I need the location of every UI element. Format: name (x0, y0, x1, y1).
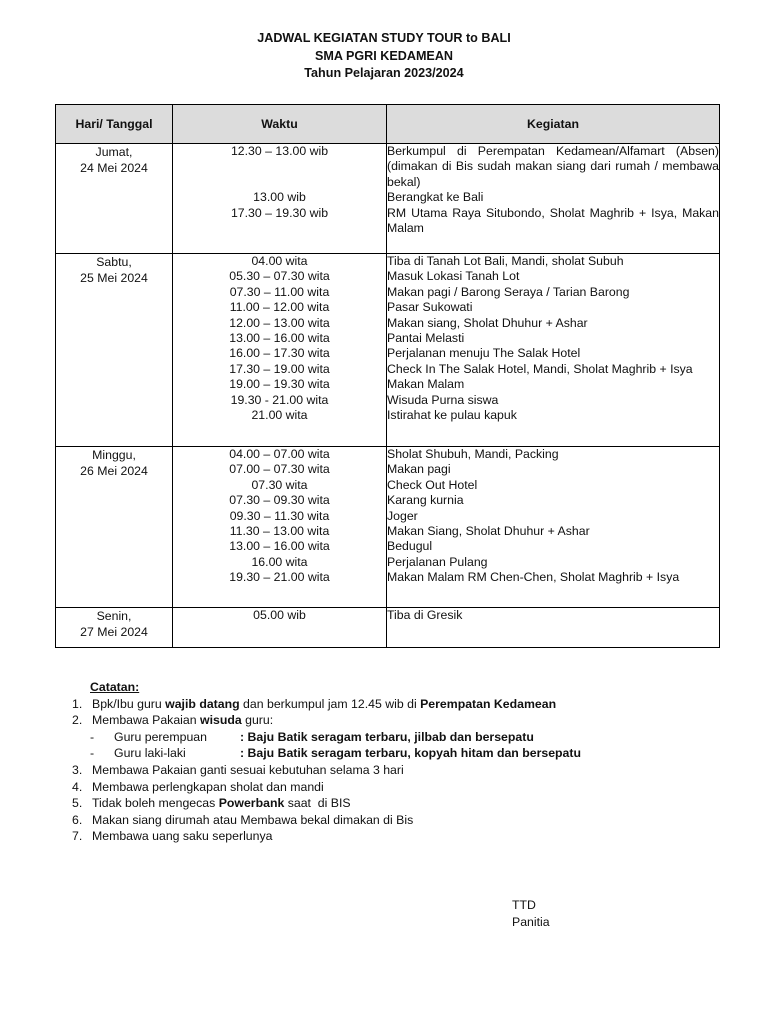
day-cell (56, 447, 173, 608)
sub-item (72, 745, 712, 762)
table-row (56, 447, 720, 608)
time-cell (173, 144, 387, 254)
activity-cell (387, 608, 720, 648)
note-text: Bpk/Ibu guru (92, 696, 166, 711)
activity-entry: Tiba di Tanah Lot Bali, Mandi, sholat Subuh (387, 254, 624, 268)
signature-committee: Panitia (512, 915, 550, 929)
note-text: saat di BIS (284, 796, 351, 811)
time-entry: 17.30 – 19.30 wib (230, 205, 329, 220)
document-header (0, 30, 768, 83)
note-text: Membawa perlengkapan sholat dan mandi (92, 779, 324, 794)
sub-label: Guru perempuan (114, 729, 207, 744)
time-entry: 07.30 wita (251, 477, 308, 492)
activity-entry: Pasar Sukowati (387, 300, 473, 315)
activity-entry: RM Utama Raya Situbondo, Sholat Maghrib + Isya, Makan Malam (387, 205, 719, 236)
dash-bullet: - (90, 729, 95, 744)
activity-entry: Check Out Hotel (387, 477, 478, 492)
col-header-time: Waktu (173, 105, 387, 144)
list-item (72, 762, 712, 779)
activity-entry: Tiba di Gresik (387, 608, 463, 622)
list-item (72, 828, 712, 845)
item-number: 7. (72, 829, 83, 844)
time-entry: 12.30 – 13.00 wib (230, 144, 329, 158)
day-date: 26 Mei 2024 (80, 464, 148, 478)
activity-entry: Istirahat ke pulau kapuk (387, 407, 517, 422)
time-entry: 13.00 – 16.00 wita (229, 539, 330, 554)
time-entry: 13.00 – 16.00 wita (229, 330, 330, 345)
notes-title: Catatan: (90, 680, 140, 694)
signature-block (512, 897, 550, 931)
activity-entry: Karang kurnia (387, 493, 464, 508)
col-header-day: Hari/ Tanggal (56, 105, 173, 144)
sub-value: : Baju Batik seragam terbaru, kopyah hitam dan bersepatu (240, 746, 581, 761)
table-row (56, 144, 720, 254)
activity-entry: Sholat Shubuh, Mandi, Packing (387, 447, 559, 461)
activity-entry: Berkumpul di Perempatan Kedamean/Alfamart (Absen) (dimakan di Bis sudah makan siang dari rumah / membawa bekal) (387, 144, 719, 189)
time-entry: 09.30 – 11.30 wita (229, 508, 330, 523)
table-row (56, 608, 720, 648)
activity-entry: Makan pagi (387, 462, 451, 477)
item-number: 6. (72, 812, 83, 827)
day-date: 25 Mei 2024 (80, 271, 148, 285)
list-item (72, 812, 712, 829)
day-cell (56, 254, 173, 447)
time-entry: 11.30 – 13.00 wita (229, 523, 330, 538)
notes-section (72, 679, 712, 845)
day-date: 24 Mei 2024 (80, 161, 148, 175)
note-bold: wisuda (200, 713, 242, 728)
time-entry: 11.00 – 12.00 wita (229, 300, 330, 315)
time-entry: 16.00 – 17.30 wita (229, 346, 330, 361)
time-cell (173, 608, 387, 648)
school-name: SMA PGRI KEDAMEAN (314, 48, 454, 63)
day-cell (56, 144, 173, 254)
activity-entry: Makan Siang, Sholat Dhuhur + Ashar (387, 523, 590, 538)
time-entry: 07.30 – 09.30 wita (229, 493, 330, 508)
activity-entry: Wisuda Purna siswa (387, 392, 499, 407)
item-number: 3. (72, 762, 83, 777)
time-cell (173, 447, 387, 608)
note-bold: Perempatan Kedamean (420, 696, 557, 711)
time-entry: 12.00 – 13.00 wita (229, 315, 330, 330)
item-number: 1. (72, 696, 83, 711)
day-cell (56, 608, 173, 648)
sub-value: : Baju Batik seragam terbaru, jilbab dan bersepatu (240, 729, 534, 744)
time-entry: 13.00 wib (253, 190, 306, 205)
activity-entry: Berangkat ke Bali (387, 190, 484, 205)
table-header-row (56, 105, 720, 144)
activity-entry: Masuk Lokasi Tanah Lot (387, 269, 520, 284)
activity-entry: Bedugul (387, 539, 433, 554)
sub-label: Guru laki-laki (114, 746, 186, 761)
activity-entry: Makan pagi / Barong Seraya / Tarian Barong (387, 284, 630, 299)
day-name: Minggu, (92, 448, 136, 462)
schedule-table (55, 104, 720, 648)
note-text: Makan siang dirumah atau Membawa bekal dimakan di Bis (92, 812, 414, 827)
day-date: 27 Mei 2024 (80, 625, 148, 639)
activity-entry: Makan siang, Sholat Dhuhur + Ashar (387, 315, 588, 330)
time-entry: 04.00 wita (251, 254, 308, 268)
activity-entry: Joger (387, 508, 418, 523)
activity-entry: Makan Malam (387, 377, 465, 392)
note-bold: wajib datang (165, 696, 240, 711)
time-entry: 07.00 – 07.30 wita (229, 462, 330, 477)
note-text: Membawa Pakaian ganti sesuai kebutuhan selama 3 hari (92, 762, 404, 777)
time-entry: 17.30 – 19.00 wita (229, 361, 330, 376)
activity-entry: Perjalanan Pulang (387, 554, 488, 569)
day-name: Senin, (96, 609, 132, 623)
time-entry: 16.00 wita (251, 554, 308, 569)
time-entry: 19.30 – 21.00 wita (229, 570, 330, 585)
item-number: 2. (72, 713, 83, 728)
activity-entry: Check In The Salak Hotel, Mandi, Sholat Maghrib + Isya (387, 361, 693, 376)
sub-item (72, 729, 712, 746)
academic-year: Tahun Pelajaran 2023/2024 (304, 66, 464, 80)
time-entry: 05.00 wib (253, 608, 306, 622)
time-entry: 04.00 – 07.00 wita (229, 447, 330, 461)
time-entry: 19.00 – 19.30 wita (229, 377, 330, 392)
notes-list (72, 696, 712, 845)
note-text: guru: (241, 713, 274, 728)
time-entry: 07.30 – 11.00 wita (229, 284, 330, 299)
activity-cell (387, 447, 720, 608)
list-item (72, 779, 712, 796)
activity-entry: Pantai Melasti (387, 330, 465, 345)
time-entry: 05.30 – 07.30 wita (229, 269, 330, 284)
note-text: Tidak boleh mengecas (92, 796, 219, 811)
note-text: Membawa uang saku seperlunya (92, 829, 273, 844)
table-row (56, 254, 720, 447)
activity-cell (387, 254, 720, 447)
list-item (72, 712, 712, 729)
activity-entry: Makan Malam RM Chen-Chen, Sholat Maghrib + Isya (387, 570, 680, 585)
activity-cell (387, 144, 720, 254)
list-item (72, 795, 712, 812)
time-cell (173, 254, 387, 447)
day-name: Jumat, (95, 145, 133, 159)
note-text: Membawa Pakaian (92, 713, 200, 728)
signature-ttd: TTD (512, 898, 536, 912)
item-number: 4. (72, 779, 83, 794)
list-item (72, 696, 712, 713)
note-text: dan berkumpul jam 12.45 wib di (239, 696, 421, 711)
doc-title: JADWAL KEGIATAN STUDY TOUR to BALI (257, 31, 511, 45)
time-entry: 21.00 wita (251, 407, 308, 422)
day-name: Sabtu, (96, 255, 132, 269)
item-number: 5. (72, 796, 83, 811)
dash-bullet: - (90, 746, 95, 761)
col-header-activity: Kegiatan (387, 105, 720, 144)
time-entry: 19.30 - 21.00 wita (230, 392, 329, 407)
note-bold: Powerbank (218, 796, 285, 811)
activity-entry: Perjalanan menuju The Salak Hotel (387, 346, 581, 361)
